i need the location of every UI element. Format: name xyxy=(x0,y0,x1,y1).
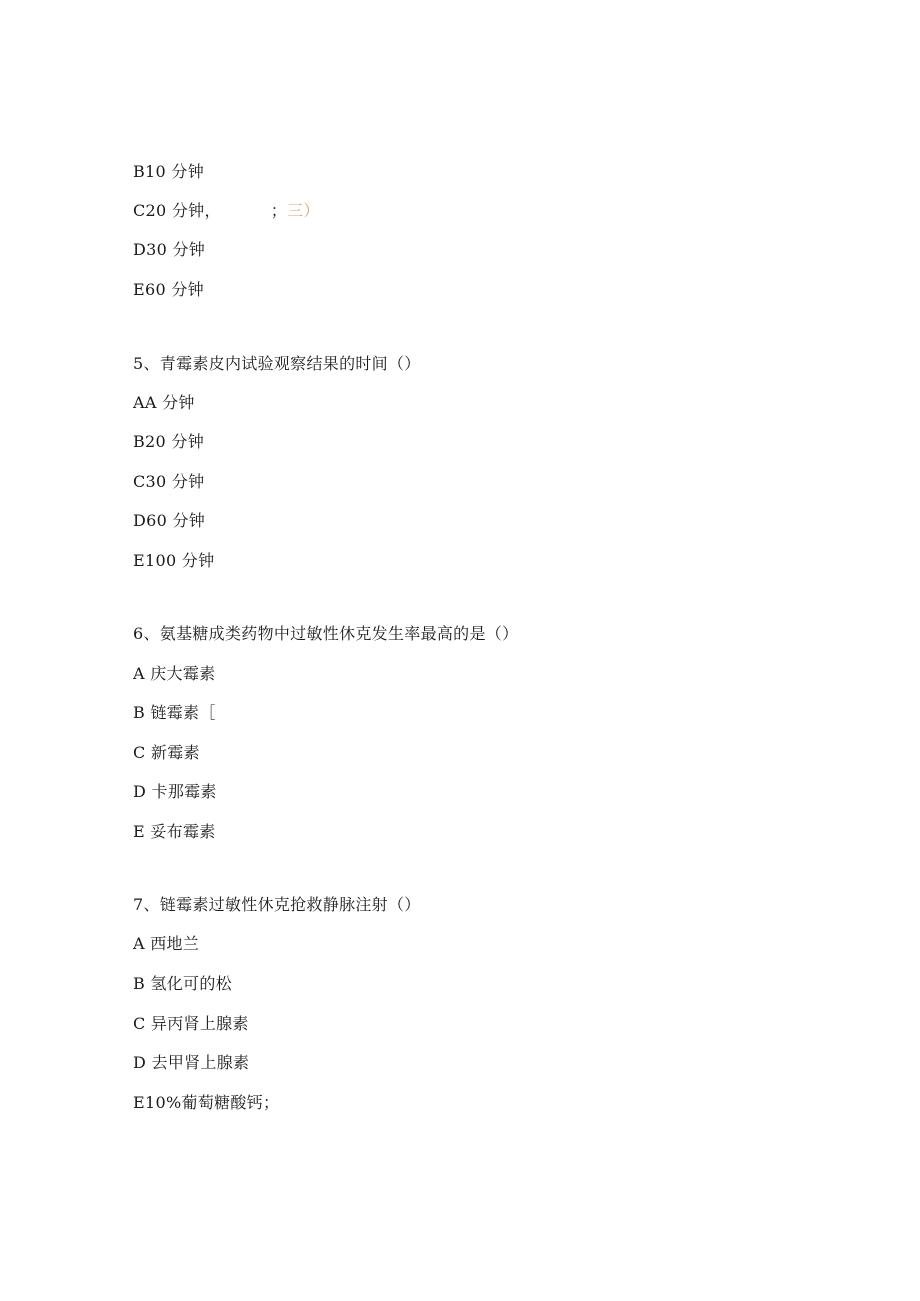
q4-option-d: D30 分钟 xyxy=(133,240,206,259)
q6-option-e: E 妥布霉素 xyxy=(133,822,216,841)
q5-stem: 5、青霉素皮内试验观察结果的时间（） xyxy=(133,354,421,373)
q5-option-b: B20 分钟 xyxy=(133,432,205,451)
q7-option-a: A 西地兰 xyxy=(133,934,200,953)
q5-option-e: E100 分钟 xyxy=(133,551,215,570)
q4-option-e: E60 分钟 xyxy=(133,280,204,299)
q4-option-c-mark: 三） xyxy=(287,201,320,220)
q7-stem: 7、链霉素过敏性休克抢救静脉注射（） xyxy=(133,895,421,914)
q4-option-b: B10 分钟 xyxy=(133,162,205,181)
q6-option-a: A 庆大霉素 xyxy=(133,664,216,683)
q4-option-c-sep: ； xyxy=(270,201,288,220)
q6-option-c: C 新霉素 xyxy=(133,743,200,762)
q5-option-a: AA 分钟 xyxy=(133,393,195,412)
q7-option-d: D 去甲肾上腺素 xyxy=(133,1053,250,1072)
q6-stem: 6、氨基糖成类药物中过敏性休克发生率最高的是（） xyxy=(133,624,519,643)
q5-option-d: D60 分钟 xyxy=(133,511,206,530)
q7-option-b: B 氢化可的松 xyxy=(133,974,232,993)
q6-option-b: B 链霉素［ xyxy=(133,703,216,722)
q7-option-e: E10%葡萄糖酸钙； xyxy=(133,1093,280,1112)
q4-option-c-text: C20 分钟， xyxy=(133,201,221,220)
q6-option-d: D 卡那霉素 xyxy=(133,782,217,801)
q7-option-c: C 异丙肾上腺素 xyxy=(133,1014,249,1033)
q4-option-c xyxy=(133,201,320,221)
q5-option-c: C30 分钟 xyxy=(133,472,205,491)
